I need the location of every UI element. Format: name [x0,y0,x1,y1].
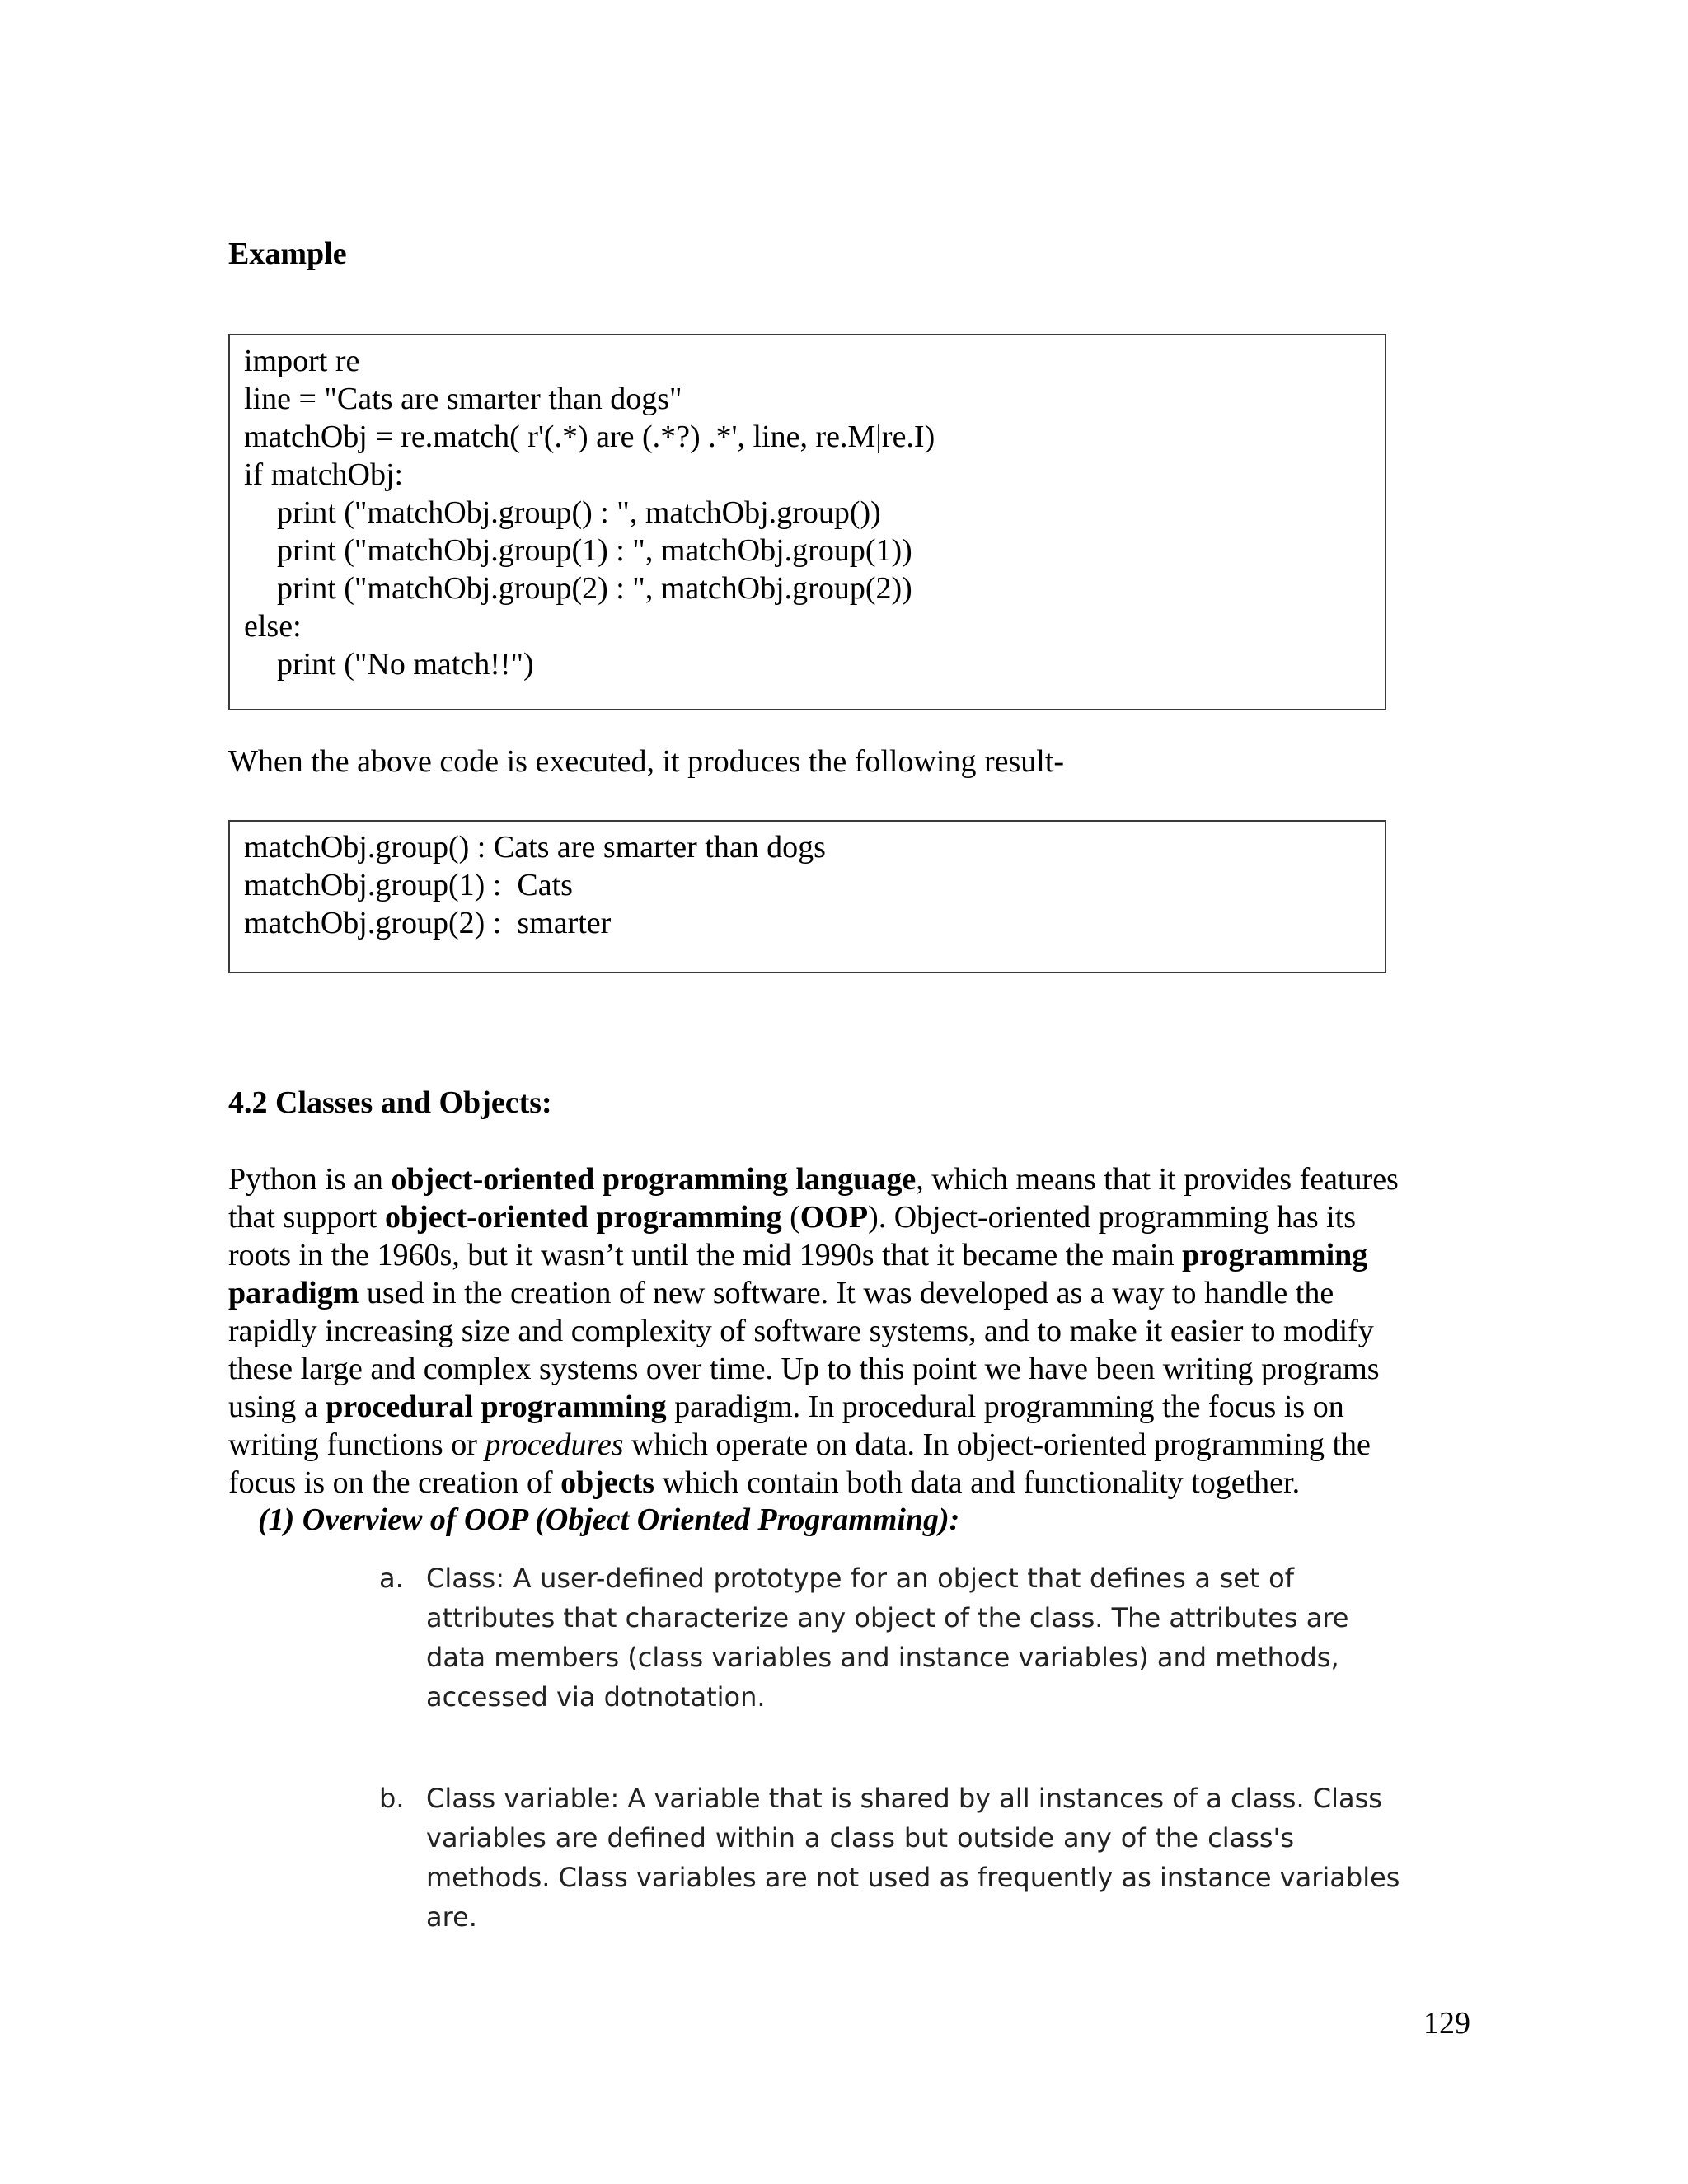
code-line: import re [244,344,360,378]
list-item-text: Class variable: A variable that is shared by all instances of a class. Class variables are defined within a class but outside any of the class's methods. Class variables are not used as frequently as instance variables are. [426,1783,1400,1933]
list-item-text: Class: A user-defined prototype for an object that defines a set of attributes that characterize any object of the class. The attributes are data members (class variables and instance variables) and methods, accessed via dotnotation. [426,1563,1349,1713]
bold-term: procedural programming [326,1390,667,1424]
paragraph-line: that support object-oriented programming (OOP). Object-oriented programming has its [228,1200,1357,1235]
code-line: print ("matchObj.group() : ", matchObj.group()) [277,495,881,530]
bold-term: paradigm [228,1276,359,1310]
paragraph-line: using a procedural programming paradigm. In procedural programming the focus is on [228,1390,1344,1424]
example-heading: Example [228,237,347,271]
bold-term: OOP [799,1200,869,1235]
intro-paragraph [228,1160,1399,1502]
output-line: matchObj.group(2) : smarter [244,906,612,940]
code-line: matchObj = re.match( r'(.*) are (.*?) .*', line, re.M|re.I) [244,419,935,454]
list-item [379,1558,1349,1717]
code-line: line = "Cats are smarter than dogs" [244,382,682,416]
code-line: print ("matchObj.group(1) : ", matchObj.group(1)) [277,533,912,568]
code-line: print ("No match!!") [277,647,534,682]
paragraph-line: writing functions or procedures which operate on data. In object-oriented programming the [228,1427,1371,1462]
list-item [379,1779,1400,1937]
paragraph-line: focus is on the creation of objects which contain both data and functionality together. [228,1465,1301,1500]
code-block [228,334,1386,710]
code-line: print ("matchObj.group(2) : ", matchObj.group(2)) [277,571,912,606]
section-heading: 4.2 Classes and Objects: [228,1085,552,1120]
paragraph-line: roots in the 1960s, but it wasn’t until the mid 1990s that it became the main programming [228,1238,1368,1272]
paragraph-line: paradigm used in the creation of new software. It was developed as a way to handle the [228,1276,1334,1310]
output-line: matchObj.group(1) : Cats [244,868,573,902]
result-intro: When the above code is executed, it produces the following result- [228,744,1065,779]
output-line: matchObj.group() : Cats are smarter than dogs [244,830,826,865]
italic-term: procedures [485,1427,624,1462]
list-marker: b. [379,1783,405,1814]
bold-term: object-oriented programming [384,1200,782,1235]
paragraph-line: Python is an object-oriented programming language, which means that it provides features [228,1162,1399,1197]
paragraph-line: these large and complex systems over time. Up to this point we have been writing programs [228,1352,1380,1386]
paragraph-line: rapidly increasing size and complexity of software systems, and to make it easier to modify [228,1314,1374,1348]
bold-term: programming [1182,1238,1368,1272]
code-line: if matchObj: [244,457,404,492]
output-block [228,820,1386,973]
page-number: 129 [1423,2006,1470,2041]
bold-term: object-oriented programming language [391,1162,917,1197]
code-line: else: [244,609,302,644]
overview-heading: (1) Overview of OOP (Object Oriented Programming): [258,1502,960,1537]
bold-term: objects [560,1465,655,1500]
list-marker: a. [379,1563,404,1594]
